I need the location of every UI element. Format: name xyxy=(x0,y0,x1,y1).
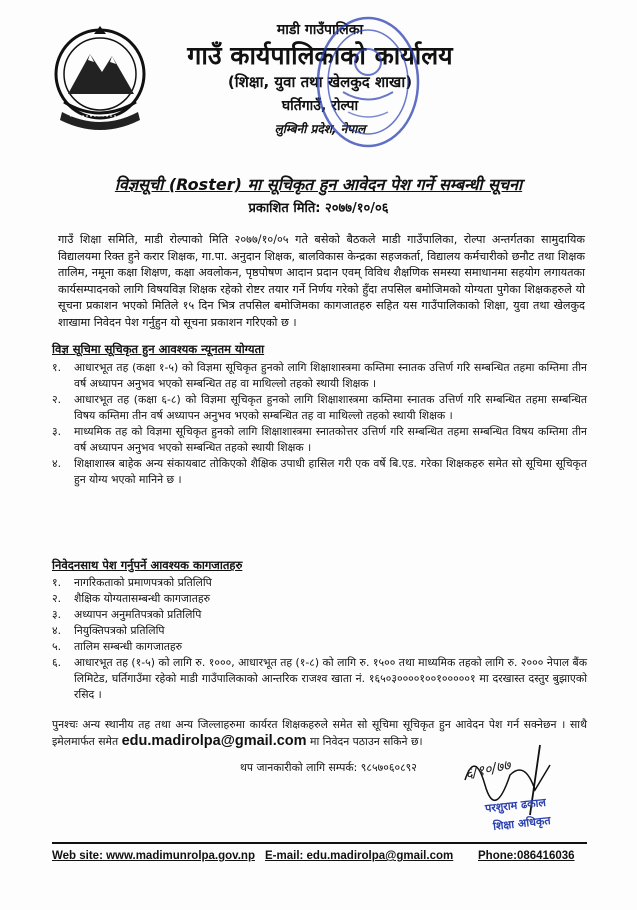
item-number: ५. xyxy=(52,640,62,653)
list-item xyxy=(52,360,587,392)
item-number: ३. xyxy=(52,425,62,438)
item-text: तालिम सम्बन्धी कागजातहरु xyxy=(74,640,183,653)
item-number: ४. xyxy=(52,457,62,470)
notice-intro: गाउँ शिक्षा समिति, माडी रोल्पाको मिति २०७७/१०/०५ गते बसेको बैठकले माडी गाउँपालिका, रोल्पा अन्तर्गतका सामुदायिक विद्यालयमा रिक्त हुने करार शिक्षक, गा.पा. अनुदान शिक्षक, बालविकास केन्द्रका सहजकर्ता, विद्यालय कर्मचारीको छनौट तथा शिक्षक तालिम, नमूना कक्षा शिक्षण, कक्षा अवलोकन, पृष्ठपोषण आदान प्रदान एवम् विविध शैक्षणिक समस्या समाधानमा सहयोग लगायतका कार्यसम्पादनको लागि विषयविज्ञ शिक्षक रहेको रोष्टर तयार गर्ने निर्णय गरेको हुँदा तपसिल बमोजिमको योग्यता पुगेका शिक्षकहरुले यो सूचना प्रकाशन भएको मितिले १५ दिन भित्र तपसिल बमोजिमका कागजातहरु सहित यस गाउँपालिकाको शिक्षा, युवा तथा खेलकुद शाखामा निवेदन पेश गर्नुहुन यो सूचना प्रकाशन गरिएको छ । xyxy=(58,233,585,329)
item-text: शिक्षाशास्त्र बाहेक अन्य संकायबाट तोकिएको शैक्षिक उपाधी हासिल गरी एक वर्षे बि.एड. गरेका शिक्षकहरु समेत सो सूचिमा सूचिकृत हुन योग्य भएको मानिने छ । xyxy=(74,457,587,486)
contact-phone: ९८५७०६०८९२ xyxy=(360,761,417,774)
footer-phone: Phone:086416036 xyxy=(478,850,575,862)
item-text: आधारभूत तह (१-५) को लागि रु. १०००, आधारभूत तह (१-८) को लागि रु. १५०० तथा माध्यमिक तहको लागि रु. २००० नेपाल बैंक लिमिटेड, घर्तिगाउँमा रहेको माडी गाउँपालिकाको आन्तरिक राजश्व खाता नं. १६५०३००००१००१०००००१ मा दरखास्त दस्तुर बुझाएको रसिद । xyxy=(74,656,587,701)
list-item xyxy=(52,424,587,456)
footer-website[interactable]: Web site: www.madimunrolpa.gov.np xyxy=(52,850,255,862)
list-item xyxy=(52,456,587,488)
list-item xyxy=(52,639,587,655)
qualifications-heading: विज्ञ सूचिमा सूचिकृत हुन आवश्यक न्यूनतम योग्यता xyxy=(52,342,265,356)
list-item xyxy=(52,655,587,703)
signatory-name: परशुराम ढकाल xyxy=(484,795,547,816)
item-number: २. xyxy=(52,592,62,605)
signature-date: ६/१०/७७ xyxy=(463,757,513,783)
item-number: १. xyxy=(52,576,62,589)
list-item xyxy=(52,591,587,607)
item-text: आधारभूत तह (कक्षा ६-८) को विज्ञमा सूचिकृत हुनको लागि शिक्षाशास्त्रमा कम्तिमा स्नातक उत्तिर्ण गरि सम्बन्धित तहमा सम्बन्धित विषय कम्तिमा तीन वर्ष अध्यापन अनुभव भएको सम्बन्धित तह वा माथिल्लो तहको स्थायी शिक्षक । xyxy=(74,393,587,422)
notice-title: विज्ञसूची (Roster) मा सूचिकृत हुन आवेदन पेश गर्ने सम्बन्धी सूचना xyxy=(114,175,523,194)
item-text: नागरिकताको प्रमाणपत्रको प्रतिलिपि xyxy=(74,576,212,589)
branch-name: (शिक्षा, युवा तथा खेलकुद शाखा) xyxy=(227,73,413,91)
municipality-name: माडी गाउँपालिका xyxy=(276,22,364,38)
item-number: ६. xyxy=(52,656,62,669)
footer-email[interactable]: E-mail: edu.madirolpa@gmail.com xyxy=(265,850,454,862)
province-name: लुम्बिनी प्रदेश, नेपाल xyxy=(274,122,366,136)
signatory-title: शिक्षा अधिकृत xyxy=(492,814,552,833)
postscript-tail: मा निवेदन पठाउन सकिने छ। xyxy=(309,735,423,748)
published-date: प्रकाशित मिति: २०७७/१०/०६ xyxy=(248,201,389,216)
item-text: अध्यापन अनुमतिपत्रको प्रतिलिपि xyxy=(74,608,202,621)
list-item xyxy=(52,623,587,639)
nepal-emblem-icon xyxy=(50,24,150,142)
footer-rule xyxy=(52,842,587,844)
qualifications-list xyxy=(52,360,587,488)
postscript-text: पुनश्चः अन्य स्थानीय तह तथा अन्य जिल्लाहरुमा कार्यरत शिक्षकहरुले समेत सो सूचिमा सूचिकृत हुन आवेदन पेश गर्न सक्नेछन । साथै इमेलमार्फत समेत xyxy=(52,718,587,748)
signature-block xyxy=(455,740,575,840)
item-number: ३. xyxy=(52,608,62,621)
item-text: माध्यमिक तह को विज्ञमा सूचिकृत हुनको लागि शिक्षाशास्त्रमा स्नातकोत्तर उत्तिर्ण गरि सम्बन्धित तहमा सम्बन्धित विषय कम्तिमा तीन वर्ष अध्यापन अनुभव भएको सम्बन्धित तहको स्थायी शिक्षक । xyxy=(74,425,587,454)
contact-label: थप जानकारीको लागि सम्पर्क: xyxy=(240,761,358,774)
item-number: ४. xyxy=(52,624,62,637)
item-text: आधारभूत तह (कक्षा १-५) को विज्ञमा सूचिकृत हुनको लागि शिक्षाशास्त्रमा कम्तिमा स्नातक उत्तिर्ण गरि सम्बन्धित तहमा कम्तिमा तीन वर्ष अध्यापन अनुभव भएको सम्बन्धित तह वा माथिल्लो तहको स्थायी शिक्षक । xyxy=(74,361,587,390)
official-stamp-icon xyxy=(313,12,423,152)
item-number: २. xyxy=(52,393,62,406)
documents-list xyxy=(52,575,587,703)
item-text: शैक्षिक योग्यतासम्बन्धी कागजातहरु xyxy=(74,592,211,605)
email-link[interactable]: edu.madirolpa@gmail.com xyxy=(121,733,307,749)
documents-heading: निवेदनसाथ पेश गर्नुपर्ने आवश्यक कागजातहरु xyxy=(52,558,243,572)
list-item xyxy=(52,607,587,623)
item-text: नियुक्तिपत्रको प्रतिलिपि xyxy=(74,624,165,637)
office-location: घर्तिगाउँ, रोल्पा xyxy=(281,98,359,114)
contact-line xyxy=(240,760,417,775)
item-number: १. xyxy=(52,361,62,374)
office-name: गाउँ कार्यपालिकाको कार्यालय xyxy=(187,41,453,70)
list-item xyxy=(52,575,587,591)
list-item xyxy=(52,392,587,424)
